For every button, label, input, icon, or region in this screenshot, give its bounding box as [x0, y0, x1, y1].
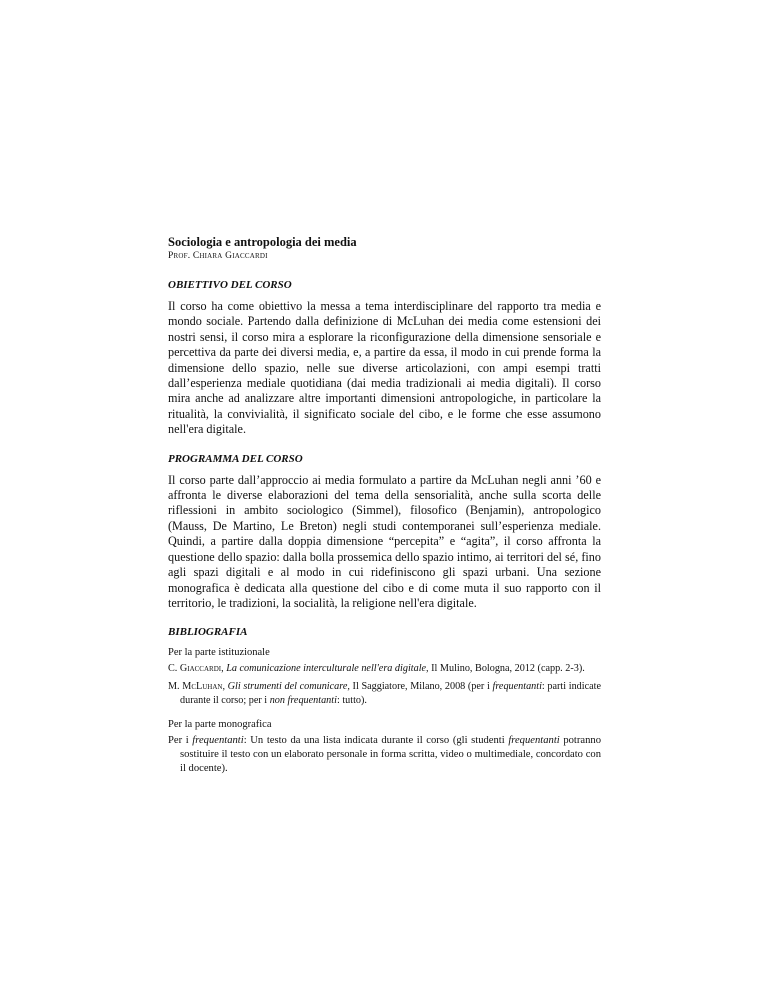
professor-name: Prof. Chiara Giaccardi — [168, 251, 268, 261]
entry-text: : Un testo da una lista indicata durante il corso (gli studenti — [243, 735, 509, 747]
entry-text: Per i — [168, 735, 193, 747]
program-heading: PROGRAMMA DEL CORSO — [168, 452, 303, 465]
course-page — [168, 234, 601, 780]
institutional-label: Per la parte istituzionale — [168, 647, 270, 659]
bibliography-entry-monographic — [168, 734, 601, 776]
monographic-label: Per la parte monografica — [168, 719, 272, 731]
program-text: Il corso parte dall’approccio ai media formulato a partire da McLuhan negli anni ’60 e affronta le diverse elaborazioni del tema della sensorialità, anche sulla scorta delle riflessioni in ambito sociologico (Simmel), filosofico (Benjamin), antropologico (Mauss, De Martino, Le Breton) negli studi contemporanei sull’esperienza mediale. Quindi, a partire dalla doppia dimensione “percepita” e “agita”, il corso affronta la questione dello spazio: dalla bolla prossemica dello spazio intimo, ai territori del sé, fino agli spazi digitali e al modo in cui ridefiniscono gli spazi urbani. Una sezione monografica è dedicata alla questione del cibo e di come muta il suo rapporto con il territorio, le tradizioni, la socialità, la religione nell'era digitale. — [168, 472, 601, 610]
entry-text: potranno sostituire il testo con un elaborato personale in forma scritta, video o multimediale, concordato con il docente). — [180, 735, 601, 775]
entry-title: Gli strumenti del comunicare, — [227, 681, 350, 693]
entry-title: La comunicazione interculturale nell'era digitale, — [226, 663, 429, 675]
entry-author: M. McLuhan, — [168, 681, 225, 693]
entry-publisher: Il Mulino, Bologna, 2012 (capp. 2-3). — [428, 663, 585, 675]
bibliography-heading: BIBLIOGRAFIA — [168, 626, 248, 639]
entry-emphasis: frequentanti — [492, 681, 542, 693]
entry-note: : tutto). — [336, 695, 367, 707]
bibliography-entry-giaccardi — [168, 662, 601, 676]
entry-author: C. Giaccardi, — [168, 663, 224, 675]
entry-emphasis: non frequentanti — [269, 695, 337, 707]
course-title: Sociologia e antropologia dei media — [168, 235, 357, 249]
objective-text: Il corso ha come obiettivo la messa a tema interdisciplinare del rapporto tra media e mondo sociale. Partendo dalla definizione di McLuhan dei media come estensioni dei nostri sensi, il corso mira a esplorare la riconfigurazione della dimensione sensoriale e percettiva da parte dei diversi media, e, a partire da essa, il modo in cui prende forma la dimensione dello spazio, nelle sue diverse articolazioni, con ampi esempi tratti dall’esperienza mediale quotidiana (dai media tradizionali ai media digitali). Il corso mira anche ad analizzare altre importanti dimensioni antropologiche, in particolare la ritualità, la convivialità, il significato sociale del cibo, e le forme che esse assumono nell'era digitale. — [168, 299, 601, 437]
entry-emphasis: frequentanti — [508, 735, 560, 747]
entry-note: : parti indicate durante il corso; per i — [180, 681, 602, 707]
entry-emphasis: frequentanti — [192, 735, 244, 747]
objective-heading: OBIETTIVO DEL CORSO — [168, 279, 292, 291]
entry-publisher: Il Saggiatore, Milano, 2008 (per i — [349, 681, 493, 693]
bibliography-entry-mcluhan — [168, 680, 601, 708]
